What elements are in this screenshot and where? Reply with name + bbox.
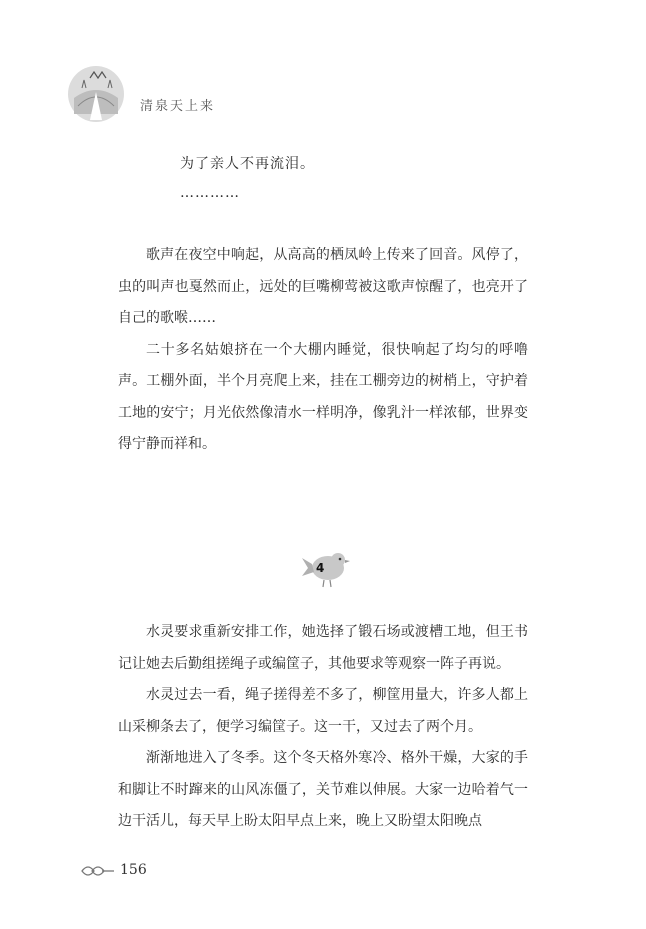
poem-ellipsis: ………… bbox=[180, 185, 240, 201]
paragraph: 歌声在夜空中响起，从高高的栖凤岭上传来了回音。风停了，虫的叫声也戛然而止，远处的巨嘴柳莺被这歌声惊醒了，也亮开了自己的歌喉…… bbox=[118, 247, 528, 326]
section-number: 4 bbox=[316, 561, 325, 575]
page-number: 156 bbox=[120, 862, 147, 878]
bird-icon bbox=[300, 548, 352, 588]
paragraph: 二十多名姑娘挤在一个大棚内睡觉，很快响起了均匀的呼噜声。工棚外面，半个月亮爬上来，挂在工棚旁边的树梢上，守护着工地的安宁；月光依然像清水一样明净，像乳汁一样浓郁，世界变得宁静而祥和。 bbox=[118, 341, 528, 452]
paragraph: 渐渐地进入了冬季。这个冬天格外寒冷、格外干燥，大家的手和脚让不时蹿来的山风冻僵了，关节难以伸展。大家一边哈着气一边干活儿，每天早上盼太阳早点上来，晚上又盼望太阳晚点 bbox=[118, 750, 528, 829]
header-emblem-icon bbox=[60, 58, 138, 122]
paragraph: 水灵过去一看，绳子搓得差不多了，柳筐用量大，许多人都上山采柳条去了，便学习编筐子。这一干，又过去了两个月。 bbox=[118, 687, 528, 735]
leaf-ornament-icon bbox=[80, 861, 116, 881]
section-2-text bbox=[118, 617, 528, 838]
section-1-text bbox=[118, 240, 528, 461]
poem-excerpt bbox=[180, 150, 315, 208]
running-header-title: 清泉天上来 bbox=[140, 99, 216, 114]
paragraph: 水灵要求重新安排工作，她选择了锻石场或渡槽工地，但王书记让她去后勤组搓绳子或编筐子，其他要求等观察一阵子再说。 bbox=[118, 624, 528, 672]
poem-line: 为了亲人不再流泪。 bbox=[180, 156, 315, 172]
